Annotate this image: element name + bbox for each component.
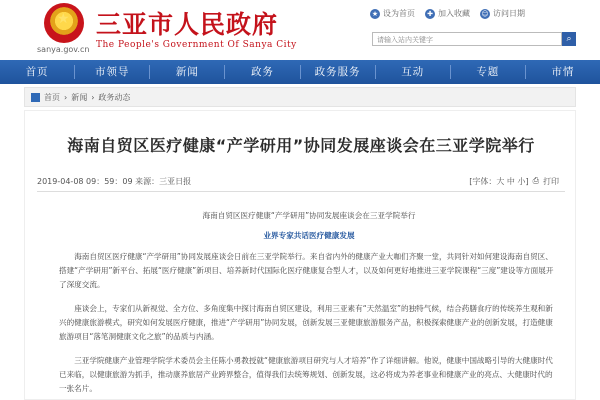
article (24, 110, 576, 400)
site-domain: sanya.gov.cn (37, 45, 90, 54)
article-tools (469, 176, 559, 187)
article-title: 海南自贸区医疗健康“产学研用”协同发展座谈会在三亚学院举行 (67, 136, 535, 155)
site-subtitle: The People's Government Of Sanya City (96, 40, 297, 50)
search-icon: ⌕ (566, 34, 572, 44)
article-paragraph: 海南自贸区医疗健康“产学研用”协同发展座谈会日前在三亚学院举行。来自省内外的健康产业大咖们齐聚一堂，共同针对如何建设海南自贸区、搭建“产学研用”新平台、拓展“医疗健康”新项目、培养新时代国际化医疗健康复合型人才，以及如何更好地推进三亚学院课程“三度”建设等方面展开了深度交流。 (59, 252, 554, 289)
nav-item-government-affairs[interactable]: 政务 (250, 66, 274, 78)
site-header (0, 0, 600, 60)
top-link-homepage[interactable]: ★ 设为首页 (371, 9, 415, 18)
nav-item-leaders[interactable]: 市领导 (94, 66, 130, 78)
nav-item-services[interactable]: 政务服务 (314, 66, 361, 78)
top-link-accessibility[interactable]: ☺ 访问日期 (481, 9, 525, 18)
font-size-selector[interactable]: [字体：大 中 小] (469, 177, 529, 186)
breadcrumb-separator: › (64, 92, 68, 102)
article-meta (37, 176, 565, 190)
accessibility-icon: ☺ (481, 9, 489, 18)
nav-item-topics[interactable]: 专题 (476, 66, 500, 78)
top-link-bookmark[interactable]: ✚ 加入收藏 (425, 8, 470, 19)
breadcrumb-news[interactable]: 新闻 (71, 92, 88, 102)
breadcrumb-home[interactable]: 首页 (44, 92, 60, 102)
search-input[interactable]: 请输入站内关键字 (372, 32, 562, 46)
nav-item-interaction[interactable]: 互动 (401, 66, 425, 78)
article-paragraph: 座谈会上，专家们从新视觉、全方位、多角度集中探讨海南自贸区建设，利用三亚素有“天然温室”的独特气候，结合药膳食疗的传统养生观和新兴的健康旅游模式，研究如何发展医疗健康，推进“产学研用”协同发展，创新发展三亚健康旅游服务产品，积极探索健康产业的创新发展，打造健康旅游项目“落笔洞健康文化之旅”的品质与内涵。 (59, 304, 553, 341)
main-nav (0, 60, 600, 84)
article-subhead: 业界专家共话医疗健康发展 (263, 231, 355, 240)
national-emblem-icon[interactable] (44, 3, 84, 43)
site-title[interactable]: 三亚市人民政府 (96, 10, 279, 39)
article-paragraph: 三亚学院健康产业管理学院学术委员会主任陈小勇教授就“健康旅游项目研究与人才培养”作了详细讲解。他说，健康中国战略引导的大健康时代已来临，以健康旅游为抓手，推动康养旅居产业跨界整合，值得我们去统筹规划、创新发展，这必将成为养老事业和健康产业的亮点、大健康时代的一张名片。 (59, 356, 553, 393)
search-button[interactable] (562, 32, 576, 46)
article-source: 来源：三亚日报 (135, 177, 192, 186)
breadcrumb-separator: › (91, 92, 95, 102)
nav-item-city-info[interactable]: 市情 (551, 66, 575, 78)
article-body (59, 209, 559, 400)
title-divider (37, 191, 565, 192)
nav-item-news[interactable]: 新闻 (175, 66, 199, 78)
star-icon: ★ (371, 9, 379, 18)
breadcrumb-government-news[interactable]: 政务动态 (98, 92, 131, 102)
article-caption: 海南自贸区医疗健康“产学研用”协同发展座谈会在三亚学院举行 (202, 211, 416, 220)
home-icon (31, 93, 40, 102)
print-icon[interactable]: ⎙ (532, 176, 539, 185)
top-links (370, 8, 525, 19)
article-datetime: 2019-04-08 09：59：09 (37, 177, 133, 186)
nav-item-home[interactable]: 首页 (25, 66, 49, 78)
bookmark-icon: ✚ (425, 9, 435, 19)
print-button[interactable]: 打印 (543, 177, 559, 186)
breadcrumb (24, 87, 576, 107)
emblem-star-icon: ★ (57, 11, 70, 27)
